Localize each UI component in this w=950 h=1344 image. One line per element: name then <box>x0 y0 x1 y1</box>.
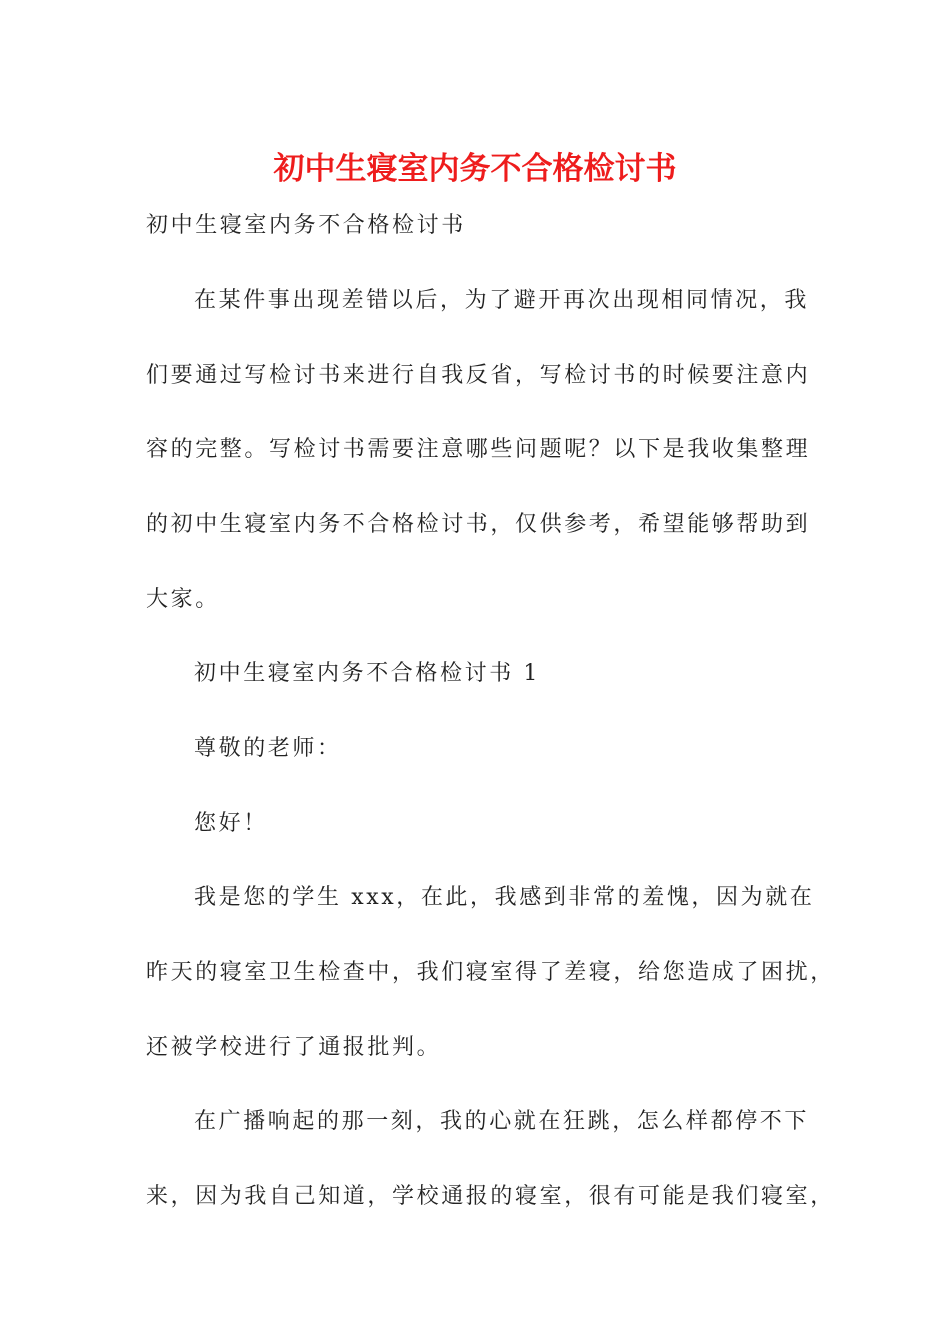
document-title: 初中生寝室内务不合格检讨书 <box>273 151 677 187</box>
salutation: 尊敬的老师： <box>194 736 342 761</box>
paragraph-line: 大家。 <box>146 587 220 612</box>
paragraph-line: 在广播响起的那一刻，我的心就在狂跳，怎么样都停不下 <box>194 1109 810 1134</box>
subtitle-line: 初中生寝室内务不合格检讨书 <box>146 213 466 238</box>
paragraph-line: 还被学校进行了通报批判。 <box>146 1035 442 1060</box>
paragraph-line: 的初中生寝室内务不合格检讨书，仅供参考，希望能够帮助到 <box>146 512 811 537</box>
greeting: 您好！ <box>194 811 268 836</box>
paragraph-line: 昨天的寝室卫生检查中，我们寝室得了差寝，给您造成了困扰， <box>146 960 835 985</box>
paragraph-line: 在某件事出现差错以后，为了避开再次出现相同情况，我 <box>194 288 810 313</box>
paragraph-line: 容的完整。写检讨书需要注意哪些问题呢？以下是我收集整理 <box>146 437 811 462</box>
section-heading: 初中生寝室内务不合格检讨书 1 <box>194 661 540 686</box>
paragraph-line: 们要通过写检讨书来进行自我反省，写检讨书的时候要注意内 <box>146 363 811 388</box>
paragraph-line: 我是您的学生 xxx，在此，我感到非常的羞愧，因为就在 <box>194 885 815 910</box>
paragraph-line: 来，因为我自己知道，学校通报的寝室，很有可能是我们寝室， <box>146 1184 835 1209</box>
